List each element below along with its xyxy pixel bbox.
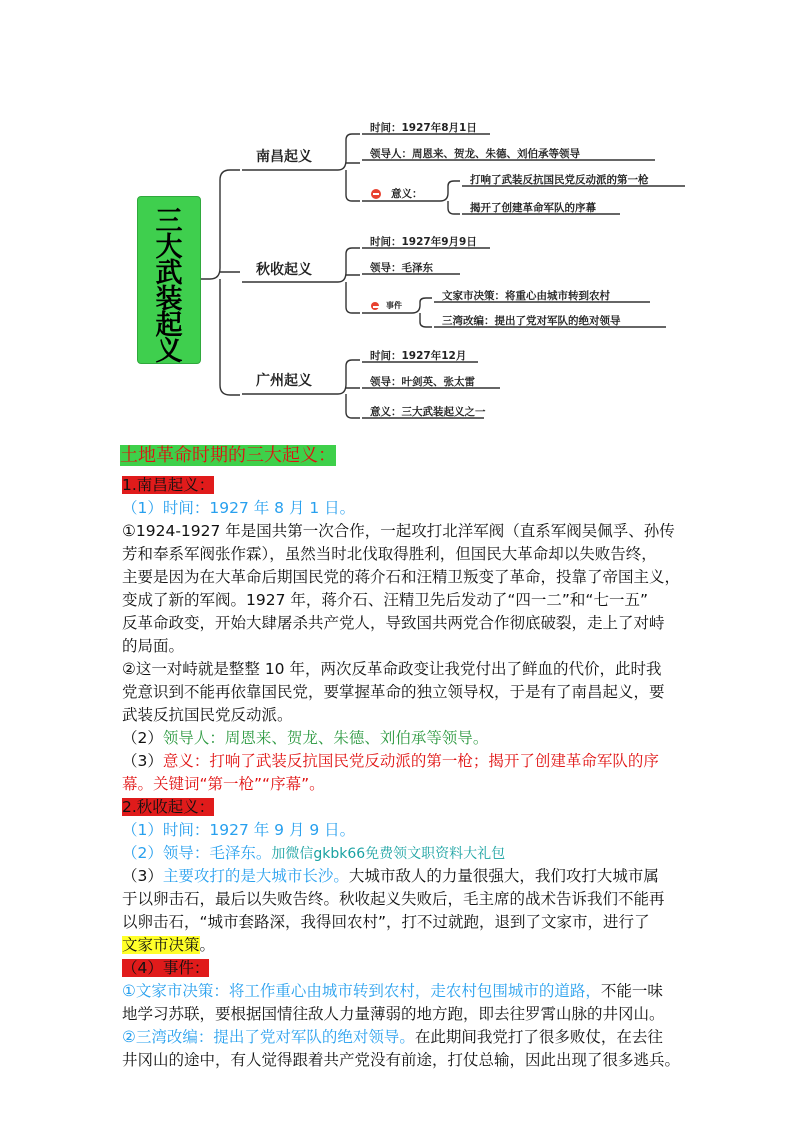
qiushou-event-label: 事件 (386, 301, 402, 310)
section-title (122, 796, 214, 818)
section-title (122, 474, 214, 496)
root-char: 起 (155, 310, 183, 341)
s2-3-rest: 大城市敌人的力量很强大，我们攻打大城市属 (348, 867, 659, 885)
root-char: 义 (155, 336, 183, 367)
event-2-line (122, 1026, 663, 1048)
guangzhou-meaning: 意义：三大武装起义之一 (370, 406, 486, 418)
branch-guangzhou: 广州起义 (256, 373, 312, 389)
paragraph-line: 的局面。 (122, 637, 185, 655)
s2-4-line (122, 957, 209, 979)
paragraph-line: 武装反抗国民党反动派。 (122, 706, 293, 724)
paragraph-line: 地学习苏联，要根据国情往敌人力量薄弱的地方跑，即去往罗霄山脉的井冈山。 (122, 1005, 665, 1023)
paragraph-line: 党意识到不能再依靠国民党，要掌握革命的独立领导权，于是有了南昌起义，要 (122, 683, 665, 701)
paragraph-line: 井冈山的途中，有人觉得跟着共产党没有前途，打仗总输，因此出现了很多逃兵。 (122, 1051, 681, 1069)
nanchang-meaning-2: 揭开了创建革命军队的序幕 (470, 202, 596, 214)
s1-meaning-line-2: 幕。关键词“第一枪”“序幕”。 (122, 775, 325, 793)
nanchang-meaning-1: 打响了武装反抗国民党反动派的第一枪 (470, 174, 649, 186)
s2-leader-line (122, 842, 505, 865)
paragraph-line: ②这一对峙就是整整 10 年，两次反革命政变让我党付出了鲜血的代价，此时我 (122, 660, 662, 678)
heading-text: 土地革命时期的三大起义： (120, 445, 336, 466)
qiushou-event-2: 三湾改编：提出了党对军队的绝对领导 (442, 315, 621, 327)
s2-3-highlight: 主要攻打的是大城市长沙。 (162, 867, 349, 885)
s2-3-line-4 (122, 934, 215, 956)
root-char: 装 (155, 284, 183, 315)
s2-3-line (122, 865, 659, 887)
notes-heading (120, 444, 336, 468)
s1-leader: 领导人：周恩来、贺龙、朱德、刘伯承等领导。 (162, 729, 489, 747)
nanchang-leader: 领导人：周恩来、贺龙、朱德、刘伯承等领导 (370, 148, 580, 160)
s1-meaning-line (122, 750, 659, 772)
nanchang-time: 时间：1927年8月1日 (370, 122, 477, 134)
root-char: 大 (155, 232, 183, 263)
punctuation: 。 (199, 936, 216, 954)
event-1-title: ①文家市决策：将工作重心由城市转到农村，走农村包围城市的道路， (122, 982, 601, 1000)
event-2-title: ②三湾改编：提出了党对军队的绝对领导。 (122, 1028, 415, 1046)
root-char: 武 (155, 258, 183, 289)
event-1-rest: 不能一味 (600, 982, 663, 1000)
item-number: （3） (122, 752, 163, 770)
event-1-line (122, 980, 663, 1002)
nanchang-meaning-label: 意义： (391, 188, 423, 200)
wenjiashi-highlight: 文家市决策 (122, 936, 200, 954)
paragraph-line: 主要是因为在大革命后期国民党的蒋介石和汪精卫叛变了革命，投靠了帝国主义， (122, 568, 681, 586)
paragraph-line: 反革命政变，开始大肆屠杀共产党人，导致国共两党合作彻底破裂，走上了对峙 (122, 614, 665, 632)
s1-leader-line (122, 727, 488, 749)
important-icon (371, 302, 379, 310)
s2-time: （1）时间：1927 年 9 月 9 日。 (122, 821, 356, 839)
item-number: （2） (122, 729, 163, 747)
s1-time: （1）时间：1927 年 8 月 1 日。 (122, 499, 356, 517)
paragraph-line: 于以卵击石，最后以失败告终。秋收起义失败后，毛主席的战术告诉我们不能再 (122, 890, 665, 908)
guangzhou-leader: 领导：叶剑英、张太雷 (370, 376, 475, 388)
paragraph-line: ①1924-1927 年是国共第一次合作，一起攻打北洋军阀（直系军阀吴佩孚、孙传 (122, 522, 675, 540)
branch-qiushou: 秋收起义 (256, 262, 312, 278)
paragraph-line: 变成了新的军阀。1927 年，蒋介石、汪精卫先后发动了“四一二”和“七一五” (122, 591, 648, 609)
mindmap-connectors (0, 0, 800, 430)
qiushou-time: 时间：1927年9月9日 (370, 236, 477, 248)
root-node (137, 196, 201, 367)
root-char: 三 (155, 206, 183, 237)
section-1-title: 1.南昌起义： (122, 476, 215, 494)
section-2-title: 2.秋收起义： (122, 798, 215, 816)
paragraph-line: 芳和奉系军阀张作霖），虽然当时北伐取得胜利，但国民大革命却以失败告终， (122, 545, 657, 563)
guangzhou-time: 时间：1927年12月 (370, 350, 467, 362)
event-2-rest: 在此期间我党打了很多败仗，在去往 (414, 1028, 663, 1046)
s2-leader: （2）领导：毛泽东。 (122, 844, 272, 862)
paragraph-line: 以卵击石，“城市套路深，我得回农村”，打不过就跑，退到了文家市，进行了 (122, 913, 650, 931)
important-icon (371, 189, 381, 199)
s1-meaning: 意义：打响了武装反抗国民党反动派的第一枪；揭开了创建革命军队的序 (162, 752, 659, 770)
branch-nanchang: 南昌起义 (256, 149, 312, 165)
ad-text: 加微信gkbk66免费领文职资料大礼包 (271, 846, 506, 862)
qiushou-leader: 领导：毛泽东 (370, 262, 433, 274)
item-number: （3） (122, 867, 163, 885)
qiushou-event-1: 文家市决策：将重心由城市转到农村 (442, 290, 610, 302)
s2-events-title: （4）事件： (122, 959, 210, 977)
mindmap (0, 0, 800, 430)
